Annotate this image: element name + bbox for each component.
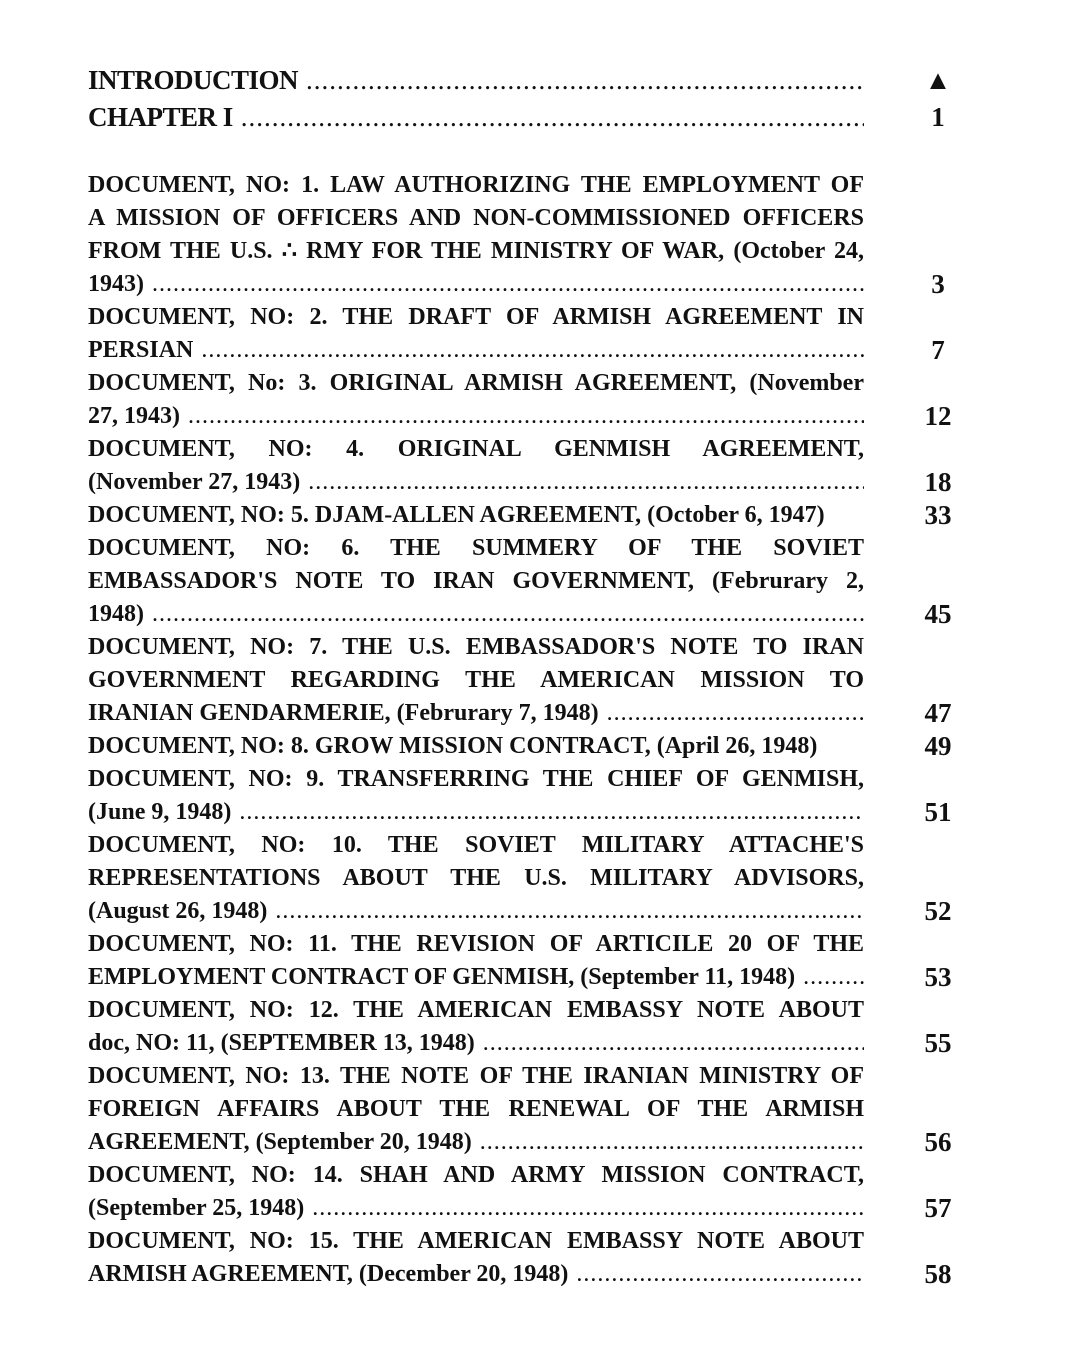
toc-entry-document-6[interactable] xyxy=(88,532,968,631)
toc-entry-line: FROM THE U.S. ∴ RMY FOR THE MINISTRY OF WAR, (October 24, xyxy=(88,238,864,264)
toc-entry-line: EMBASSADOR'S NOTE TO IRAN GOVERNMENT, (Februrary 2, xyxy=(88,568,864,594)
toc-page-number: 49 xyxy=(924,731,952,761)
leader-dots xyxy=(576,1258,864,1291)
toc-page-number: 12 xyxy=(924,401,952,431)
leader-dots xyxy=(308,466,864,499)
toc-entry-document-5[interactable] xyxy=(88,499,968,532)
toc-entry-document-1[interactable] xyxy=(88,169,968,301)
toc-page-number: 3 xyxy=(931,269,945,299)
toc-entry-line: doc, NO: 11, (SEPTEMBER 13, 1948) xyxy=(88,1030,475,1056)
table-of-contents xyxy=(88,62,968,1291)
toc-page-number: 47 xyxy=(924,698,952,728)
toc-entry-document-3[interactable] xyxy=(88,367,968,433)
leader-dots xyxy=(152,598,864,631)
toc-entry-line: GOVERNMENT REGARDING THE AMERICAN MISSION TO xyxy=(88,667,864,693)
toc-page-number: 45 xyxy=(924,599,952,629)
toc-page-number: 56 xyxy=(924,1127,952,1157)
leader-dots xyxy=(201,334,864,367)
toc-page-number: 57 xyxy=(924,1193,952,1223)
toc-entry-line: DOCUMENT, NO: 13. THE NOTE OF THE IRANIAN MINISTRY OF xyxy=(88,1063,864,1089)
toc-entry-document-10[interactable] xyxy=(88,829,968,928)
toc-entry-line: FOREIGN AFFAIRS ABOUT THE RENEWAL OF THE ARMISH xyxy=(88,1096,864,1122)
leader-dots xyxy=(480,1126,864,1159)
toc-entry-document-15[interactable] xyxy=(88,1225,968,1291)
toc-entry-document-7[interactable] xyxy=(88,631,968,730)
document-list xyxy=(88,169,968,1291)
toc-page-number: 1 xyxy=(931,102,945,132)
toc-entry-line: (September 25, 1948) xyxy=(88,1195,305,1221)
toc-page-number: 52 xyxy=(924,896,952,926)
toc-entry-document-2[interactable] xyxy=(88,301,968,367)
toc-entry-document-4[interactable] xyxy=(88,433,968,499)
leader-dots xyxy=(312,1192,864,1225)
toc-entry-document-8[interactable] xyxy=(88,730,968,763)
toc-entry-line: DOCUMENT, NO: 7. THE U.S. EMBASSADOR'S NOTE TO IRAN xyxy=(88,634,864,660)
toc-entry-line: (August 26, 1948) xyxy=(88,898,268,924)
toc-page-number: 51 xyxy=(924,797,952,827)
toc-entry-line: PERSIAN xyxy=(88,337,194,363)
toc-page-number: 7 xyxy=(931,335,945,365)
toc-entry-line: DOCUMENT, NO: 1. LAW AUTHORIZING THE EMPLOYMENT OF xyxy=(88,172,864,198)
toc-entry-document-14[interactable] xyxy=(88,1159,968,1225)
leader-dots xyxy=(607,697,864,730)
leader-dots xyxy=(483,1027,864,1060)
toc-entry-chapter-1[interactable] xyxy=(88,99,968,136)
toc-page-number: 18 xyxy=(924,467,952,497)
toc-entry-line: DOCUMENT, NO: 10. THE SOVIET MILITARY ATTACHE'S xyxy=(88,832,864,858)
toc-entry-line: 27, 1943) xyxy=(88,403,180,429)
toc-entry-line: (June 9, 1948) xyxy=(88,799,232,825)
toc-page-number: 58 xyxy=(924,1259,952,1289)
toc-entry-line: (November 27, 1943) xyxy=(88,469,301,495)
toc-entry-line: ARMISH AGREEMENT, (December 20, 1948) xyxy=(88,1261,569,1287)
toc-entry-line: A MISSION OF OFFICERS AND NON-COMMISSIONED OFFICERS xyxy=(88,205,864,231)
leader-dots xyxy=(152,268,864,301)
toc-page-number: ▲ xyxy=(924,65,952,95)
toc-entry-line: REPRESENTATIONS ABOUT THE U.S. MILITARY ADVISORS, xyxy=(88,865,864,891)
toc-entry-document-9[interactable] xyxy=(88,763,968,829)
toc-entry-introduction[interactable] xyxy=(88,62,968,99)
toc-entry-line: IRANIAN GENDARMERIE, (Februrary 7, 1948) xyxy=(88,700,599,726)
toc-entry-title: INTRODUCTION xyxy=(88,65,299,95)
toc-entry-title: CHAPTER I xyxy=(88,102,233,132)
toc-page-number: 53 xyxy=(924,962,952,992)
toc-page-number: 33 xyxy=(924,500,952,530)
leader-dots xyxy=(239,796,864,829)
toc-entry-document-12[interactable] xyxy=(88,994,968,1060)
toc-entry-line: 1943) xyxy=(88,271,144,297)
toc-entry-line: DOCUMENT, NO: 11. THE REVISION OF ARTICILE 20 OF THE xyxy=(88,931,864,957)
toc-entry-document-11[interactable] xyxy=(88,928,968,994)
toc-entry-line: DOCUMENT, NO: 8. GROW MISSION CONTRACT, (April 26, 1948) xyxy=(88,733,818,759)
toc-entry-line: AGREEMENT, (September 20, 1948) xyxy=(88,1129,472,1155)
leader-dots xyxy=(803,961,864,994)
toc-entry-line: 1948) xyxy=(88,601,144,627)
toc-entry-line: DOCUMENT, NO: 15. THE AMERICAN EMBASSY NOTE ABOUT xyxy=(88,1228,864,1254)
leader-dots xyxy=(275,895,864,928)
leader-dots xyxy=(188,400,864,433)
toc-entry-line: DOCUMENT, NO: 12. THE AMERICAN EMBASSY NOTE ABOUT xyxy=(88,997,864,1023)
toc-entry-line: DOCUMENT, NO: 6. THE SUMMERY OF THE SOVIET xyxy=(88,535,864,561)
toc-entry-line: DOCUMENT, NO: 14. SHAH AND ARMY MISSION CONTRACT, xyxy=(88,1162,864,1188)
toc-entry-document-13[interactable] xyxy=(88,1060,968,1159)
toc-entry-line: DOCUMENT, NO: 4. ORIGINAL GENMISH AGREEMENT, xyxy=(88,436,864,462)
toc-entry-line: DOCUMENT, NO: 9. TRANSFERRING THE CHIEF OF GENMISH, xyxy=(88,766,864,792)
leader-dots xyxy=(241,99,864,136)
leader-dots xyxy=(306,62,864,99)
toc-entry-line: DOCUMENT, NO: 5. DJAM-ALLEN AGREEMENT, (October 6, 1947) xyxy=(88,502,825,528)
toc-entry-line: DOCUMENT, No: 3. ORIGINAL ARMISH AGREEMENT, (November xyxy=(88,370,864,396)
toc-page-number: 55 xyxy=(924,1028,952,1058)
toc-entry-line: EMPLOYMENT CONTRACT OF GENMISH, (September 11, 1948) xyxy=(88,964,796,990)
toc-entry-line: DOCUMENT, NO: 2. THE DRAFT OF ARMISH AGREEMENT IN xyxy=(88,304,864,330)
